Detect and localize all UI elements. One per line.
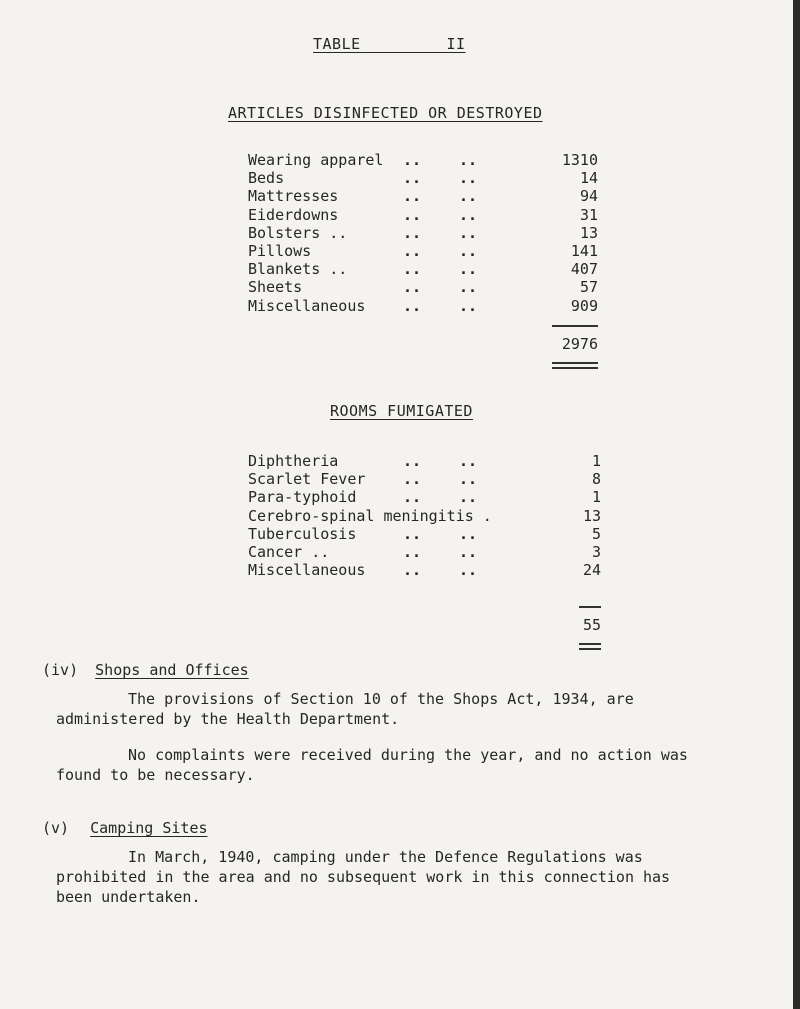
- row-label: Tuberculosis: [248, 524, 357, 543]
- row-label: Miscellaneous: [248, 561, 366, 580]
- table1-total-rule: [552, 325, 598, 327]
- leader-dots: ..: [459, 524, 478, 543]
- row-value: 909: [570, 296, 598, 315]
- table2-total-rule: [579, 606, 601, 608]
- table-row: [0, 169, 800, 187]
- leader-dots: ..: [403, 205, 422, 224]
- row-label: Bolsters ..: [248, 223, 348, 242]
- leader-dots: ..: [459, 223, 478, 242]
- section-iv-para2-line1: No complaints were received during the year, and no action was: [128, 746, 688, 764]
- table2-title-text: ROOMS FUMIGATED: [330, 402, 473, 420]
- section-iv-para1-line2: administered by the Health Department.: [56, 710, 400, 728]
- row-value: 13: [582, 506, 601, 525]
- row-value: 1310: [561, 151, 598, 169]
- leader-dots: ..: [459, 187, 478, 206]
- section-iv-para1-line1: The provisions of Section 10 of the Shops Act, 1934, are: [128, 690, 634, 708]
- section-v-heading: [42, 818, 208, 838]
- section-v-line2: prohibited in the area and no subsequent work in this connection has: [56, 868, 671, 886]
- row-label: Pillows: [248, 242, 312, 260]
- table-row: [0, 206, 800, 224]
- table2-title: [330, 402, 473, 420]
- leader-dots: ..: [403, 470, 422, 489]
- table2-total: 55: [582, 616, 601, 634]
- table-row: [0, 525, 800, 543]
- table2-total-row: [0, 616, 800, 634]
- leader-dots: ..: [459, 561, 478, 580]
- row-label: Sheets: [248, 278, 303, 297]
- leader-dots: ..: [459, 169, 478, 188]
- leader-dots: ..: [459, 470, 478, 489]
- table1-total: 2976: [561, 335, 598, 353]
- table-row: [0, 242, 800, 260]
- row-label: Cancer ..: [248, 543, 330, 561]
- row-value: 141: [570, 242, 598, 260]
- table-row: [0, 507, 800, 525]
- leader-dots: ..: [403, 488, 422, 507]
- row-value: 3: [591, 543, 601, 561]
- row-value: 13: [579, 223, 598, 242]
- table-number: II: [446, 35, 466, 53]
- table2-total-double-rule: [579, 643, 601, 650]
- row-label: Mattresses: [248, 187, 339, 206]
- leader-dots: ..: [459, 205, 478, 224]
- leader-dots: ..: [459, 543, 478, 561]
- table-row: [0, 561, 800, 579]
- row-label: Wearing apparel: [248, 151, 384, 169]
- leader-dots: ..: [403, 242, 422, 260]
- row-label: Beds: [248, 169, 285, 188]
- table-label: TABLE: [313, 35, 361, 53]
- table-row: [0, 488, 800, 506]
- row-label: Eiderdowns: [248, 205, 339, 224]
- row-value: 407: [570, 260, 598, 279]
- row-label: Para-typhoid: [248, 488, 357, 507]
- section-iv-para2-line2: found to be necessary.: [56, 766, 255, 784]
- table-row: [0, 452, 800, 470]
- section-v-title: Camping Sites: [90, 819, 208, 837]
- table-row: [0, 543, 800, 561]
- table-row: [0, 187, 800, 205]
- row-label: Miscellaneous: [248, 296, 366, 315]
- row-value: 24: [582, 561, 601, 580]
- leader-dots: ..: [403, 169, 422, 188]
- table-row: [0, 278, 800, 296]
- leader-dots: ..: [403, 187, 422, 206]
- leader-dots: ..: [459, 488, 478, 507]
- section-v-number: (v): [42, 819, 70, 837]
- leader-dots: ..: [459, 278, 478, 297]
- table1-title-text: ARTICLES DISINFECTED OR DESTROYED: [228, 104, 543, 122]
- row-label: Diphtheria: [248, 452, 339, 470]
- table-row: [0, 470, 800, 488]
- leader-dots: ..: [403, 223, 422, 242]
- section-iv-heading: [42, 660, 249, 680]
- table-heading: [313, 35, 466, 53]
- heading-underline-gap: [361, 35, 447, 53]
- leader-dots: ..: [403, 524, 422, 543]
- row-value: 5: [591, 524, 601, 543]
- table-row: [0, 151, 800, 169]
- row-value: 1: [591, 488, 601, 507]
- leader-dots: ..: [459, 151, 478, 169]
- leader-dots: ..: [403, 260, 422, 279]
- section-iv-number: (iv): [42, 661, 79, 679]
- leader-dots: ..: [403, 278, 422, 297]
- leader-dots: ..: [459, 452, 478, 470]
- table-row: [0, 260, 800, 278]
- row-value: 94: [579, 187, 598, 206]
- row-label: Cerebro-spinal meningitis .: [248, 506, 492, 525]
- row-label: Blankets ..: [248, 260, 348, 279]
- leader-dots: ..: [403, 151, 422, 169]
- leader-dots: ..: [459, 296, 478, 315]
- table-row: [0, 297, 800, 315]
- leader-dots: ..: [403, 561, 422, 580]
- leader-dots: ..: [403, 452, 422, 470]
- table-row: [0, 224, 800, 242]
- section-v-line1: In March, 1940, camping under the Defence Regulations was: [128, 848, 643, 866]
- table1-total-row: [0, 335, 800, 353]
- row-value: 31: [579, 205, 598, 224]
- leader-dots: ..: [459, 260, 478, 279]
- row-value: 8: [591, 470, 601, 489]
- leader-dots: ..: [403, 543, 422, 561]
- table1-total-double-rule: [552, 362, 598, 369]
- section-v-line3: been undertaken.: [56, 888, 201, 906]
- section-iv-title: Shops and Offices: [95, 661, 249, 679]
- row-value: 14: [579, 169, 598, 188]
- leader-dots: ..: [459, 242, 478, 260]
- row-value: 1: [591, 452, 601, 470]
- table1-title: [228, 104, 543, 122]
- row-label: Scarlet Fever: [248, 470, 366, 489]
- leader-dots: ..: [403, 296, 422, 315]
- scan-edge-shadow: [793, 0, 800, 1009]
- row-value: 57: [579, 278, 598, 297]
